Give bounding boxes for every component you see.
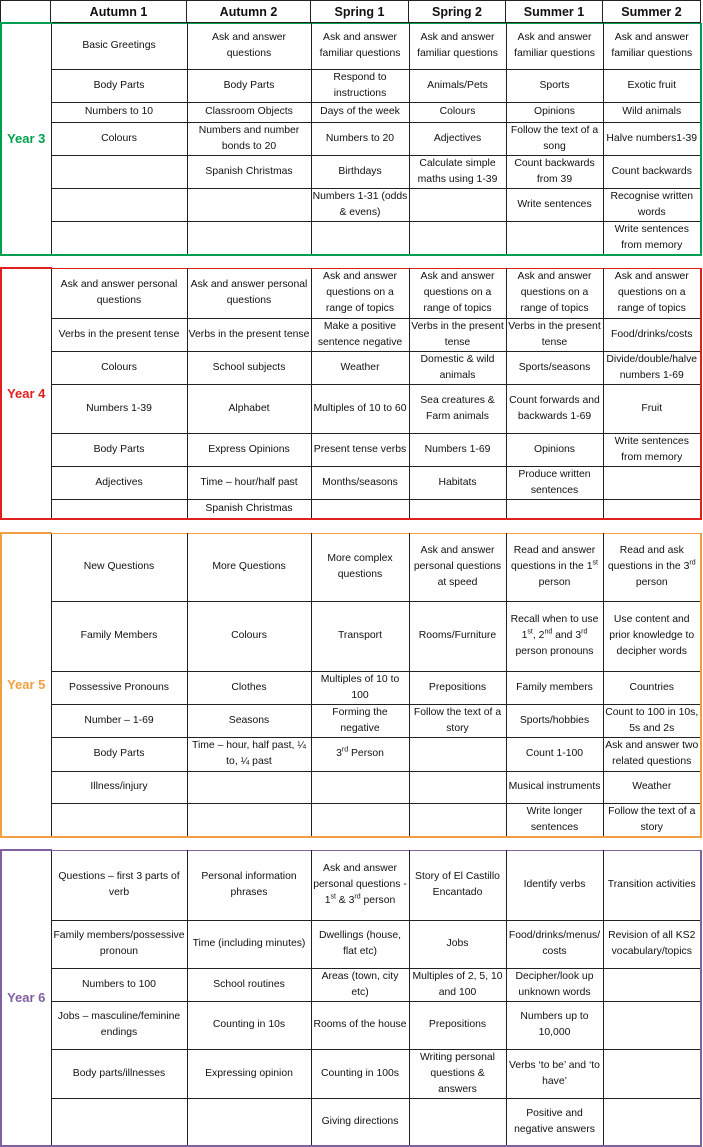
- topic-cell: [51, 499, 187, 519]
- topic-cell: Family members: [506, 671, 603, 704]
- topic-cell: [187, 771, 311, 803]
- topic-cell: Verbs ‘to be’ and ‘to have’: [506, 1049, 603, 1098]
- topic-cell: School routines: [187, 968, 311, 1001]
- topic-cell: Ask and answer questions on a range of topics: [409, 268, 506, 318]
- topic-cell: Domestic & wild animals: [409, 351, 506, 384]
- topic-cell: Use content and prior knowledge to decipher words: [603, 601, 701, 671]
- topic-cell: [311, 771, 409, 803]
- topic-cell: [409, 1098, 506, 1146]
- term-header: Autumn 2: [187, 1, 311, 23]
- table-row: [1, 351, 701, 384]
- table-row: [1, 968, 701, 1001]
- topic-cell: Musical instruments: [506, 771, 603, 803]
- topic-cell: Colours: [409, 102, 506, 122]
- table-row: [1, 268, 701, 318]
- topic-cell: Food/drinks/costs: [603, 318, 701, 351]
- topic-cell: Possessive Pronouns: [51, 671, 187, 704]
- topic-cell: Ask and answer questions on a range of topics: [603, 268, 701, 318]
- topic-cell: Express Opinions: [187, 433, 311, 466]
- topic-cell: Numbers to 20: [311, 122, 409, 155]
- topic-cell: [603, 1098, 701, 1146]
- topic-cell: Identify verbs: [506, 850, 603, 920]
- topic-cell: Areas (town, city etc): [311, 968, 409, 1001]
- term-header: Spring 1: [311, 1, 409, 23]
- year-label: Year 5: [1, 533, 51, 837]
- topic-cell: Exotic fruit: [603, 69, 701, 102]
- topic-cell: Prepositions: [409, 1001, 506, 1049]
- table-row: [1, 533, 701, 601]
- topic-cell: Giving directions: [311, 1098, 409, 1146]
- topic-cell: Decipher/look up unknown words: [506, 968, 603, 1001]
- topic-cell: Food/drinks/menus/costs: [506, 920, 603, 968]
- topic-cell: Ask and answer familiar questions: [311, 23, 409, 69]
- topic-cell: Opinions: [506, 433, 603, 466]
- topic-cell: [506, 221, 603, 255]
- topic-cell: Verbs in the present tense: [506, 318, 603, 351]
- table-row: [1, 122, 701, 155]
- topic-cell: Revision of all KS2 vocabulary/topics: [603, 920, 701, 968]
- topic-cell: Colours: [187, 601, 311, 671]
- topic-cell: Basic Greetings: [51, 23, 187, 69]
- topic-cell: Numbers and number bonds to 20: [187, 122, 311, 155]
- topic-cell: [409, 499, 506, 519]
- topic-cell: Family Members: [51, 601, 187, 671]
- topic-cell: Write sentences: [506, 188, 603, 221]
- topic-cell: Halve numbers1-39: [603, 122, 701, 155]
- topic-cell: Colours: [51, 122, 187, 155]
- topic-cell: Follow the text of a story: [603, 803, 701, 837]
- table-row: [1, 704, 701, 737]
- table-row: [1, 499, 701, 519]
- topic-cell: Numbers 1-39: [51, 384, 187, 433]
- table-row: [1, 221, 701, 255]
- year-block: [0, 849, 702, 1147]
- topic-cell: [603, 1049, 701, 1098]
- topic-cell: Write sentences from memory: [603, 433, 701, 466]
- table-row: [1, 601, 701, 671]
- topic-cell: Count 1-100: [506, 737, 603, 771]
- topic-cell: Ask and answer questions on a range of topics: [506, 268, 603, 318]
- topic-cell: Ask and answer personal questions: [187, 268, 311, 318]
- topic-cell: Adjectives: [51, 466, 187, 499]
- topic-cell: [603, 968, 701, 1001]
- topic-cell: Sports/seasons: [506, 351, 603, 384]
- topic-cell: Classroom Objects: [187, 102, 311, 122]
- topic-cell: Time – hour, half past, ¼ to, ¼ past: [187, 737, 311, 771]
- topic-cell: Weather: [311, 351, 409, 384]
- year-label: Year 3: [1, 23, 51, 255]
- topic-cell: [187, 188, 311, 221]
- topic-cell: [187, 803, 311, 837]
- topic-cell: [409, 771, 506, 803]
- topic-cell: [187, 221, 311, 255]
- topic-cell: Forming the negative: [311, 704, 409, 737]
- table-row: [1, 1098, 701, 1146]
- topic-cell: Counting in 10s: [187, 1001, 311, 1049]
- topic-cell: Weather: [603, 771, 701, 803]
- term-header-table: [0, 0, 701, 23]
- topic-cell: Alphabet: [187, 384, 311, 433]
- topic-cell: Calculate simple maths using 1-39: [409, 155, 506, 188]
- topic-cell: Jobs: [409, 920, 506, 968]
- topic-cell: Numbers up to 10,000: [506, 1001, 603, 1049]
- corner-cell: [1, 1, 51, 23]
- topic-cell: Transition activities: [603, 850, 701, 920]
- topic-cell: Verbs in the present tense: [409, 318, 506, 351]
- topic-cell: Multiples of 10 to 60: [311, 384, 409, 433]
- topic-cell: Read and answer questions in the 1st person: [506, 533, 603, 601]
- topic-cell: Fruit: [603, 384, 701, 433]
- topic-cell: Spanish Christmas: [187, 499, 311, 519]
- topic-cell: Recognise written words: [603, 188, 701, 221]
- topic-cell: More complex questions: [311, 533, 409, 601]
- topic-cell: Numbers to 100: [51, 968, 187, 1001]
- topic-cell: Make a positive sentence negative: [311, 318, 409, 351]
- topic-cell: Respond to instructions: [311, 69, 409, 102]
- topic-cell: Recall when to use 1st, 2nd and 3rd person pronouns: [506, 601, 603, 671]
- topic-cell: [311, 221, 409, 255]
- topic-cell: Write longer sentences: [506, 803, 603, 837]
- table-row: [1, 23, 701, 69]
- header-row: [1, 1, 701, 23]
- topic-cell: [187, 1098, 311, 1146]
- topic-cell: Follow the text of a story: [409, 704, 506, 737]
- table-row: [1, 188, 701, 221]
- topic-cell: Days of the week: [311, 102, 409, 122]
- topic-cell: Body Parts: [51, 69, 187, 102]
- term-header: Autumn 1: [51, 1, 187, 23]
- topic-cell: Count forwards and backwards 1-69: [506, 384, 603, 433]
- topic-cell: Body Parts: [187, 69, 311, 102]
- term-header: Summer 2: [603, 1, 701, 23]
- topic-cell: Writing personal questions & answers: [409, 1049, 506, 1098]
- topic-cell: [409, 803, 506, 837]
- year-label: Year 4: [1, 268, 51, 519]
- topic-cell: Numbers to 10: [51, 102, 187, 122]
- topic-cell: Positive and negative answers: [506, 1098, 603, 1146]
- topic-cell: Colours: [51, 351, 187, 384]
- table-row: [1, 318, 701, 351]
- table-row: [1, 69, 701, 102]
- topic-cell: Rooms of the house: [311, 1001, 409, 1049]
- topic-cell: Ask and answer two related questions: [603, 737, 701, 771]
- topic-cell: Verbs in the present tense: [187, 318, 311, 351]
- topic-cell: More Questions: [187, 533, 311, 601]
- topic-cell: [51, 188, 187, 221]
- topic-cell: [603, 499, 701, 519]
- topic-cell: Write sentences from memory: [603, 221, 701, 255]
- table-row: [1, 803, 701, 837]
- topic-cell: Expressing opinion: [187, 1049, 311, 1098]
- topic-cell: Rooms/Furniture: [409, 601, 506, 671]
- topic-cell: Body Parts: [51, 737, 187, 771]
- topic-cell: Ask and answer questions: [187, 23, 311, 69]
- topic-cell: Seasons: [187, 704, 311, 737]
- topic-cell: Habitats: [409, 466, 506, 499]
- topic-cell: [51, 803, 187, 837]
- topic-cell: Story of El Castillo Encantado: [409, 850, 506, 920]
- year-label: Year 6: [1, 850, 51, 1146]
- topic-cell: [311, 499, 409, 519]
- topic-cell: 3rd Person: [311, 737, 409, 771]
- table-row: [1, 850, 701, 920]
- topic-cell: Ask and answer personal questions - 1st & 3rd person: [311, 850, 409, 920]
- year-block: [0, 532, 702, 838]
- table-row: [1, 671, 701, 704]
- topic-cell: [506, 499, 603, 519]
- topic-cell: Questions – first 3 parts of verb: [51, 850, 187, 920]
- topic-cell: [51, 1098, 187, 1146]
- topic-cell: Prepositions: [409, 671, 506, 704]
- topic-cell: Count backwards from 39: [506, 155, 603, 188]
- topic-cell: Wild animals: [603, 102, 701, 122]
- topic-cell: Follow the text of a song: [506, 122, 603, 155]
- topic-cell: Illness/injury: [51, 771, 187, 803]
- topic-cell: Ask and answer familiar questions: [506, 23, 603, 69]
- topic-cell: Counting in 100s: [311, 1049, 409, 1098]
- topic-cell: Clothes: [187, 671, 311, 704]
- topic-cell: Sea creatures & Farm animals: [409, 384, 506, 433]
- topic-cell: Ask and answer questions on a range of topics: [311, 268, 409, 318]
- topic-cell: Multiples of 2, 5, 10 and 100: [409, 968, 506, 1001]
- topic-cell: Spanish Christmas: [187, 155, 311, 188]
- topic-cell: [409, 221, 506, 255]
- topic-cell: Dwellings (house, flat etc): [311, 920, 409, 968]
- topic-cell: School subjects: [187, 351, 311, 384]
- topic-cell: Divide/double/halve numbers 1-69: [603, 351, 701, 384]
- topic-cell: Numbers 1-31 (odds & evens): [311, 188, 409, 221]
- topic-cell: Count backwards: [603, 155, 701, 188]
- topic-cell: Produce written sentences: [506, 466, 603, 499]
- topic-cell: Personal information phrases: [187, 850, 311, 920]
- topic-cell: Months/seasons: [311, 466, 409, 499]
- table-row: [1, 920, 701, 968]
- term-header: Spring 2: [409, 1, 506, 23]
- topic-cell: Number – 1-69: [51, 704, 187, 737]
- topic-cell: Animals/Pets: [409, 69, 506, 102]
- topic-cell: Count to 100 in 10s, 5s and 2s: [603, 704, 701, 737]
- topic-cell: Transport: [311, 601, 409, 671]
- table-row: [1, 155, 701, 188]
- topic-cell: Body parts/illnesses: [51, 1049, 187, 1098]
- topic-cell: Time (including minutes): [187, 920, 311, 968]
- topic-cell: Verbs in the present tense: [51, 318, 187, 351]
- topic-cell: [311, 803, 409, 837]
- table-row: [1, 466, 701, 499]
- topic-cell: Sports/hobbies: [506, 704, 603, 737]
- table-row: [1, 102, 701, 122]
- topic-cell: Ask and answer familiar questions: [603, 23, 701, 69]
- topic-cell: Body Parts: [51, 433, 187, 466]
- topic-cell: Present tense verbs: [311, 433, 409, 466]
- topic-cell: Ask and answer personal questions: [51, 268, 187, 318]
- topic-cell: [409, 737, 506, 771]
- topic-cell: [603, 1001, 701, 1049]
- topic-cell: Jobs – masculine/feminine endings: [51, 1001, 187, 1049]
- table-row: [1, 384, 701, 433]
- table-row: [1, 737, 701, 771]
- topic-cell: [409, 188, 506, 221]
- topic-cell: [603, 466, 701, 499]
- topic-cell: Numbers 1-69: [409, 433, 506, 466]
- topic-cell: Read and ask questions in the 3rd person: [603, 533, 701, 601]
- topic-cell: Sports: [506, 69, 603, 102]
- topic-cell: Multiples of 10 to 100: [311, 671, 409, 704]
- year-block: [0, 267, 702, 520]
- topic-cell: New Questions: [51, 533, 187, 601]
- topic-cell: Family members/possessive pronoun: [51, 920, 187, 968]
- table-row: [1, 771, 701, 803]
- table-row: [1, 433, 701, 466]
- topic-cell: Opinions: [506, 102, 603, 122]
- topic-cell: Countries: [603, 671, 701, 704]
- topic-cell: Ask and answer personal questions at speed: [409, 533, 506, 601]
- topic-cell: Ask and answer familiar questions: [409, 23, 506, 69]
- table-row: [1, 1049, 701, 1098]
- topic-cell: Birthdays: [311, 155, 409, 188]
- term-header: Summer 1: [506, 1, 603, 23]
- topic-cell: Time – hour/half past: [187, 466, 311, 499]
- topic-cell: [51, 221, 187, 255]
- table-row: [1, 1001, 701, 1049]
- topic-cell: Adjectives: [409, 122, 506, 155]
- year-block: [0, 22, 702, 256]
- topic-cell: [51, 155, 187, 188]
